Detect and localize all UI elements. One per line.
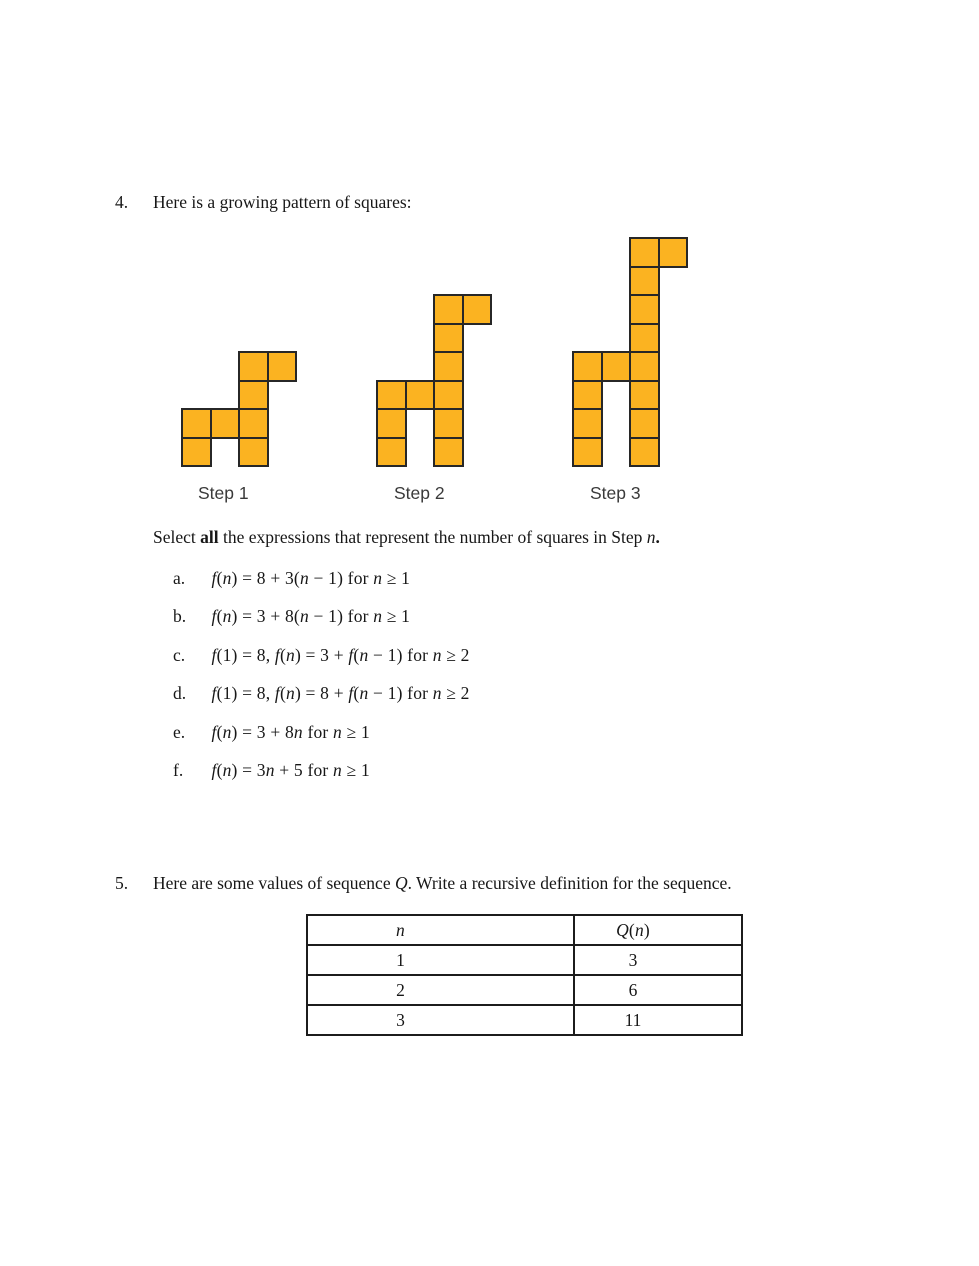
cell-qn-3: 11 [574, 1005, 742, 1035]
pattern-square [601, 351, 632, 382]
select-prompt-text: Select [153, 527, 201, 547]
step-3-figure [572, 237, 688, 467]
pattern-square [629, 294, 660, 325]
option-f-letter: f. [173, 760, 184, 780]
cell-n-1: 1 [307, 945, 574, 975]
pattern-square [181, 437, 212, 468]
option-f-expression: f(n) = 3n + 5 for n ≥ 1 [211, 760, 370, 780]
step-1-figure [181, 351, 297, 467]
step-n-variable: n [646, 527, 656, 547]
pattern-square [433, 437, 464, 468]
pattern-square [629, 380, 660, 411]
table-row [307, 1005, 742, 1035]
option-e-expression: f(n) = 3 + 8n for n ≥ 1 [211, 721, 370, 742]
table-header-row [307, 915, 742, 945]
pattern-square [433, 351, 464, 382]
pattern-square [376, 380, 407, 411]
pattern-square [433, 323, 464, 354]
pattern-square [405, 380, 436, 411]
pattern-square [629, 408, 660, 439]
pattern-square [433, 294, 464, 325]
step-3-label: Step 3 [590, 483, 641, 503]
step-1-label: Step 1 [198, 483, 249, 503]
pattern-square [238, 437, 269, 468]
question-5-prompt-post: . Write a recursive definition for the sequence. [407, 873, 732, 893]
option-b-letter: b. [173, 606, 187, 626]
option-b [173, 604, 410, 629]
question-5-prompt-pre: Here are some values of sequence [153, 873, 395, 893]
pattern-square [572, 380, 603, 411]
option-d [173, 681, 470, 706]
pattern-square [376, 437, 407, 468]
option-f [173, 758, 370, 783]
option-e-letter: e. [173, 721, 186, 742]
column-header-qn: Q(n) [574, 915, 742, 945]
pattern-square [267, 351, 298, 382]
sequence-table [306, 914, 743, 1036]
growing-pattern-figure [0, 0, 979, 520]
pattern-square [572, 437, 603, 468]
pattern-square [629, 323, 660, 354]
column-header-n: n [307, 915, 574, 945]
option-c-letter: c. [173, 644, 186, 665]
cell-qn-1: 3 [574, 945, 742, 975]
table-row [307, 975, 742, 1005]
select-prompt-text: the expressions that represent the number of squares in Step [218, 527, 647, 547]
select-all-prompt [153, 525, 660, 550]
table-row [307, 945, 742, 975]
option-d-letter: d. [173, 683, 187, 703]
pattern-square [629, 351, 660, 382]
pattern-square [462, 294, 493, 325]
step-2-figure [376, 294, 492, 467]
pattern-square [629, 237, 660, 268]
select-prompt-bold-all: all [200, 527, 219, 547]
option-a-letter: a. [173, 567, 186, 588]
cell-n-2: 2 [307, 975, 574, 1005]
pattern-square [572, 351, 603, 382]
option-c-expression: f(1) = 8, f(n) = 3 + f(n − 1) for n ≥ 2 [211, 644, 470, 665]
question-4-number: 4. [115, 192, 129, 212]
option-a [173, 566, 410, 591]
question-4-prompt: Here is a growing pattern of squares: [153, 192, 412, 212]
cell-n-3: 3 [307, 1005, 574, 1035]
pattern-square [238, 351, 269, 382]
pattern-square [433, 408, 464, 439]
cell-qn-2: 6 [574, 975, 742, 1005]
pattern-square [181, 408, 212, 439]
option-a-expression: f(n) = 8 + 3(n − 1) for n ≥ 1 [211, 567, 411, 588]
question-5-number: 5. [115, 873, 129, 893]
question-5-heading [115, 871, 732, 896]
pattern-square [433, 380, 464, 411]
sequence-q-variable: Q [394, 873, 408, 893]
option-c [173, 643, 470, 668]
pattern-square [658, 237, 689, 268]
pattern-square [572, 408, 603, 439]
option-b-expression: f(n) = 3 + 8(n − 1) for n ≥ 1 [211, 606, 411, 626]
option-e [173, 720, 370, 745]
pattern-square [629, 266, 660, 297]
option-d-expression: f(1) = 8, f(n) = 8 + f(n − 1) for n ≥ 2 [211, 683, 470, 703]
step-2-label: Step 2 [394, 483, 445, 503]
pattern-square [238, 408, 269, 439]
pattern-square [210, 408, 241, 439]
pattern-square [238, 380, 269, 411]
pattern-square [376, 408, 407, 439]
select-prompt-period: . [655, 527, 660, 547]
pattern-square [629, 437, 660, 468]
